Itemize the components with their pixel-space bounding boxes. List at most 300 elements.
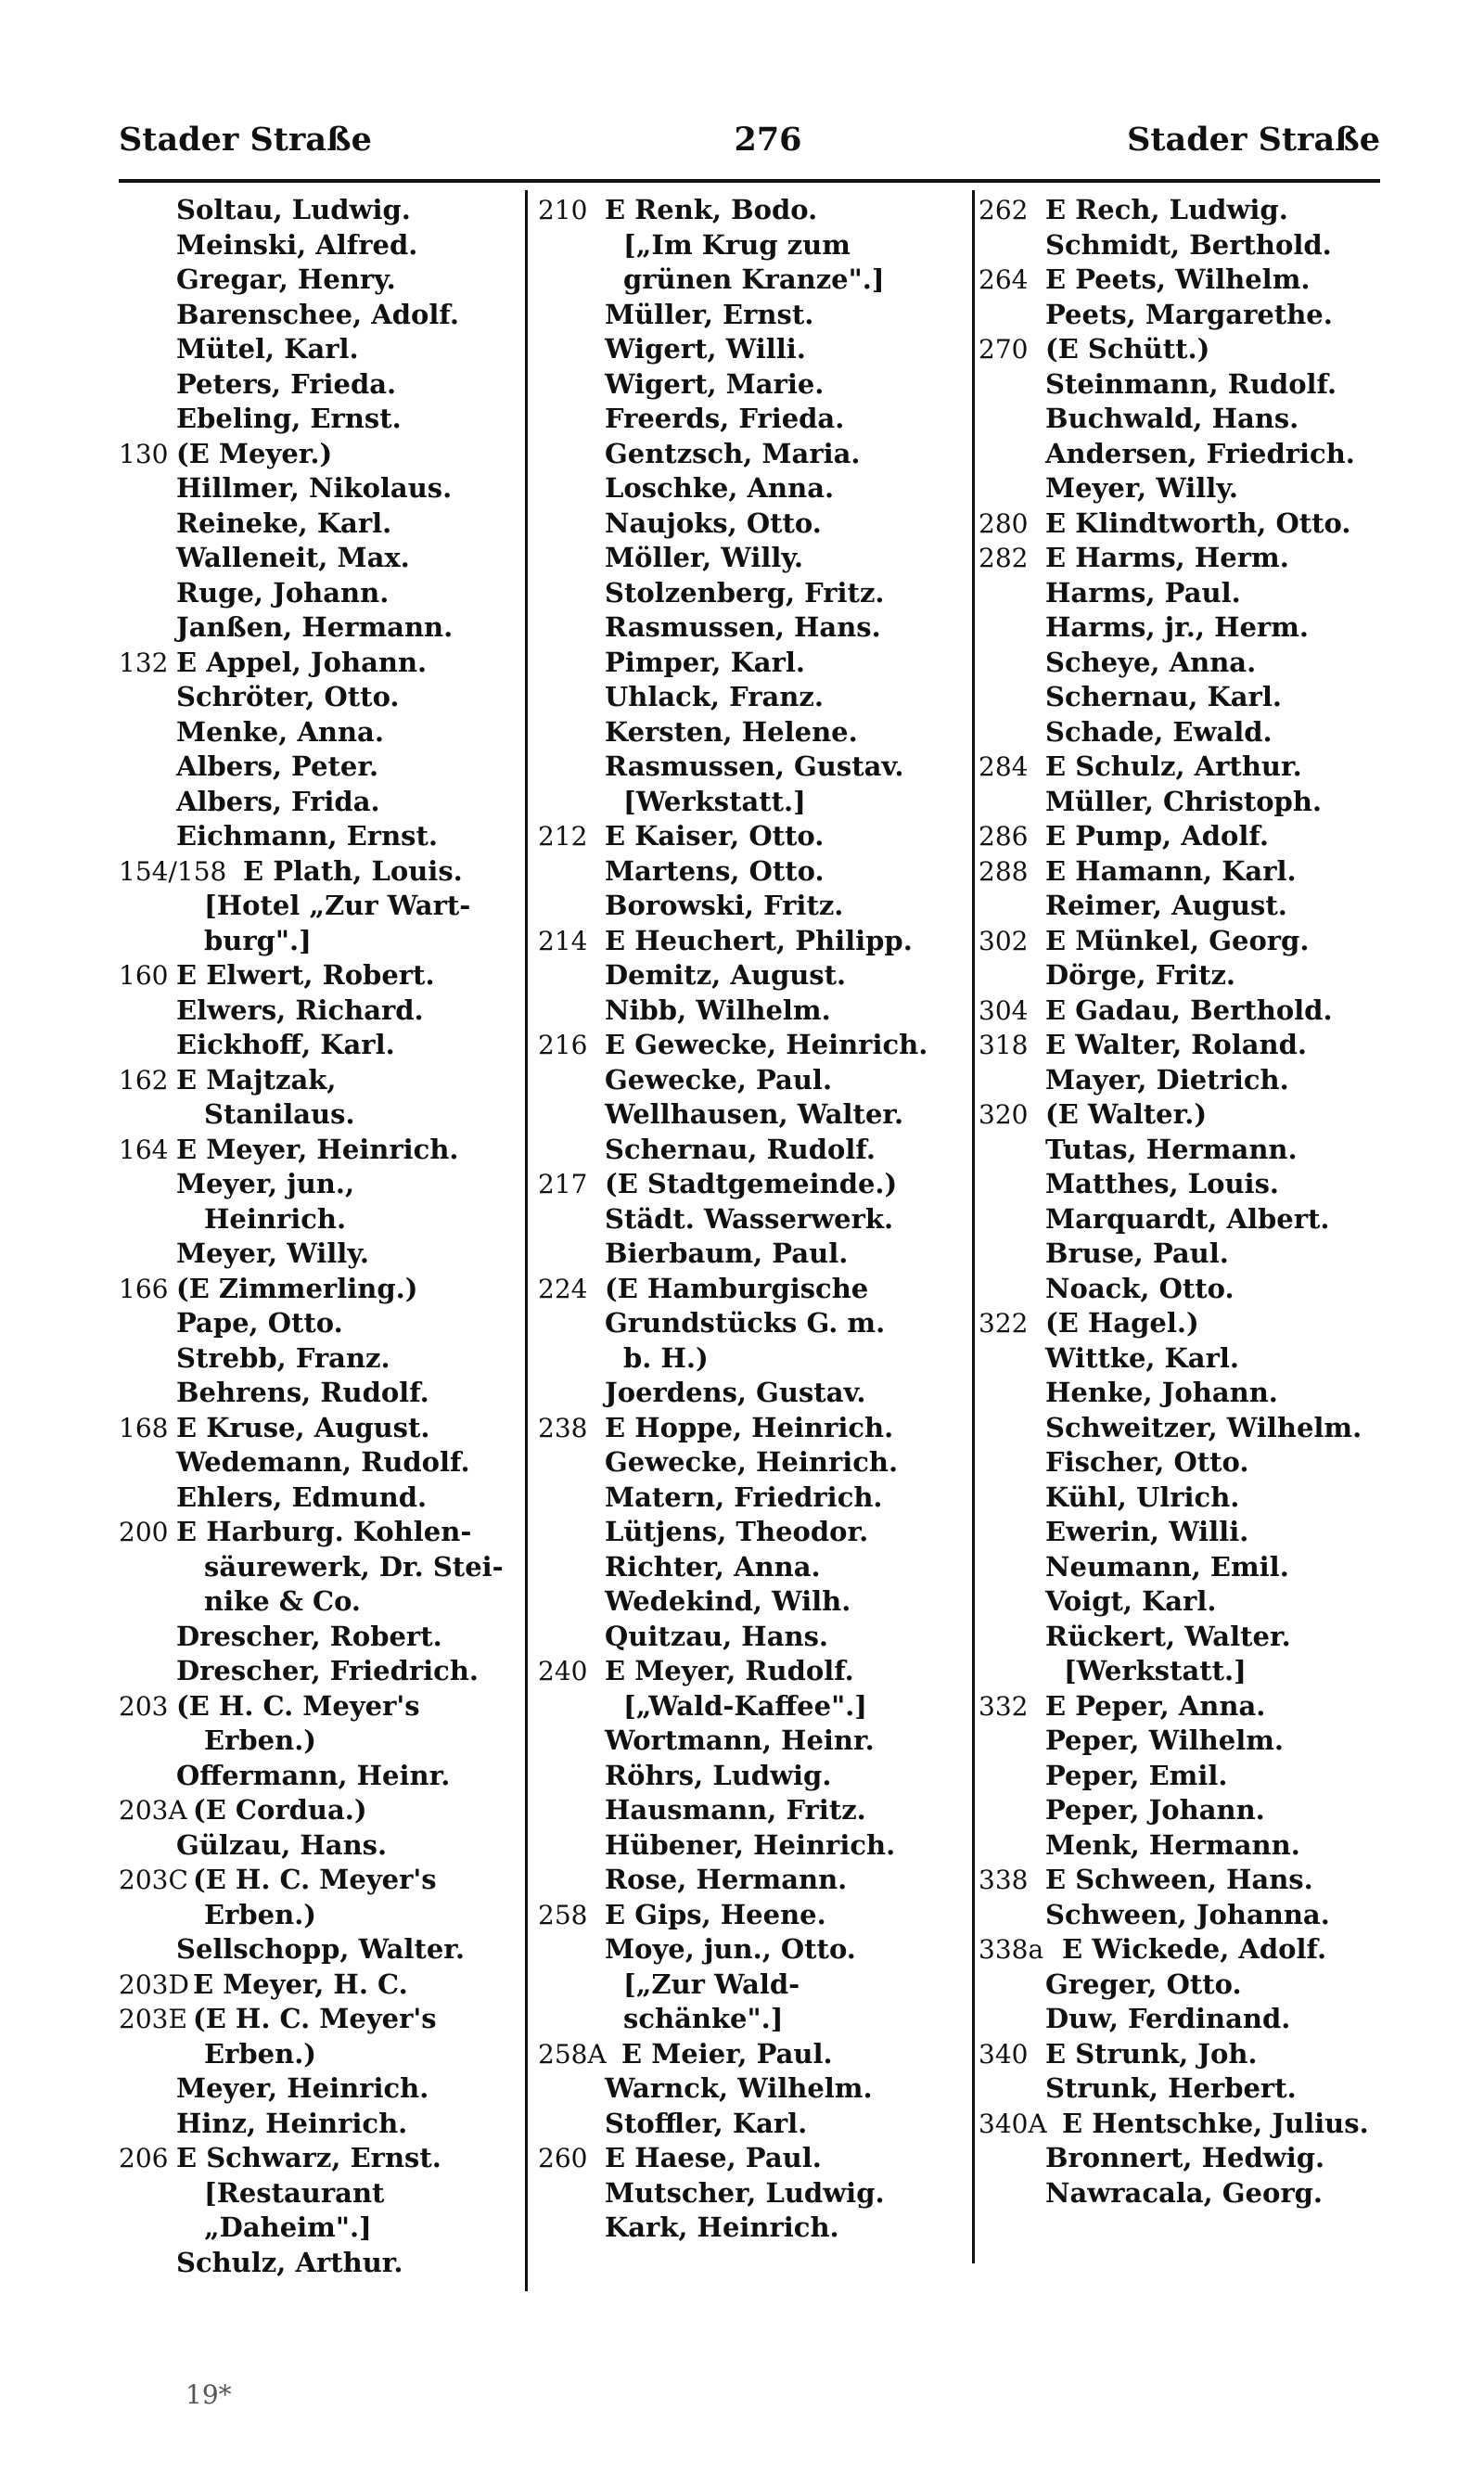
resident-name: Henke, Johann.: [1045, 1377, 1278, 1408]
house-number: 216: [538, 1030, 588, 1060]
directory-entry: [119, 785, 516, 820]
resident-name: Gentzsch, Maria.: [605, 437, 861, 469]
resident-name: Rose, Hermann.: [605, 1864, 848, 1895]
directory-entry: [538, 332, 965, 367]
directory-entry: [119, 1550, 516, 1585]
directory-entry: [979, 2002, 1382, 2037]
directory-entry: [119, 402, 516, 437]
directory-entry: [979, 2037, 1382, 2072]
directory-entry: [979, 715, 1382, 750]
directory-entry: [119, 1341, 516, 1377]
resident-name: Mütel, Karl.: [176, 333, 359, 365]
directory-entry: [538, 1376, 965, 1411]
directory-entry: [979, 437, 1382, 472]
directory-entry: [119, 367, 516, 403]
directory-entry: [119, 1167, 516, 1202]
house-number: 203C: [119, 1865, 188, 1895]
directory-entry: [979, 541, 1382, 576]
directory-entry: [119, 506, 516, 542]
resident-name: Kühl, Ulrich.: [1045, 1481, 1240, 1513]
directory-entry: [979, 680, 1382, 715]
directory-entry: [979, 1481, 1382, 1516]
directory-entry: [538, 924, 965, 959]
directory-entry: [119, 1793, 516, 1828]
resident-name: Rückert, Walter.: [1045, 1620, 1291, 1652]
resident-name: E Appel, Johann.: [176, 646, 428, 678]
directory-entry: [979, 1863, 1382, 1898]
resident-name: Hausmann, Fritz.: [605, 1794, 866, 1826]
resident-name: E Hoppe, Heinrich.: [605, 1411, 894, 1443]
resident-name: Behrens, Rudolf.: [176, 1377, 429, 1408]
house-number: 332: [979, 1690, 1029, 1722]
resident-name: Matern, Friedrich.: [605, 1481, 883, 1513]
resident-name: Joerdens, Gustav.: [605, 1377, 866, 1408]
resident-name: Martens, Otto.: [605, 854, 825, 887]
directory-entry: [979, 854, 1382, 890]
directory-entry: [119, 1202, 516, 1237]
house-number: 200: [119, 1517, 169, 1547]
directory-entry: [538, 1515, 965, 1550]
resident-name: Meinski, Alfred.: [176, 228, 418, 261]
directory-entry: [538, 1863, 965, 1898]
directory-entry: [538, 471, 965, 506]
directory-entry: [979, 471, 1382, 506]
directory-entry: [538, 1028, 965, 1063]
directory-entry: [538, 1759, 965, 1794]
directory-entry: [538, 193, 965, 228]
house-number: 160: [119, 960, 169, 991]
column-divider-2: [972, 190, 975, 2263]
resident-name: E Meyer, Heinrich.: [176, 1133, 459, 1165]
house-number: 166: [119, 1273, 169, 1304]
directory-entry: [119, 2037, 516, 2072]
resident-name: Gewecke, Paul.: [605, 1063, 833, 1096]
resident-name: [Werkstatt.]: [623, 785, 806, 817]
house-number: 168: [119, 1412, 169, 1443]
resident-name: Wigert, Marie.: [605, 367, 825, 400]
resident-name: Ruge, Johann.: [176, 576, 390, 609]
directory-entry: [119, 1028, 516, 1063]
directory-entry: [979, 1445, 1382, 1481]
directory-entry: [119, 1654, 516, 1689]
directory-entry: [538, 2141, 965, 2176]
directory-entry: [538, 785, 965, 820]
house-number: 162: [119, 1064, 169, 1096]
directory-entry: [538, 576, 965, 611]
resident-name: nike & Co.: [204, 1585, 362, 1617]
resident-name: Bruse, Paul.: [1045, 1237, 1229, 1269]
resident-name: Drescher, Friedrich.: [176, 1655, 479, 1686]
directory-entry: [979, 1167, 1382, 1202]
header-street-right: Stader Straße: [1127, 121, 1380, 159]
resident-name: Marquardt, Albert.: [1045, 1202, 1330, 1235]
directory-entry: [119, 610, 516, 646]
resident-name: Andersen, Friedrich.: [1045, 437, 1355, 469]
resident-name: Duw, Ferdinand.: [1045, 2003, 1291, 2034]
resident-name: Reineke, Karl.: [176, 506, 392, 539]
directory-entry: [538, 1133, 965, 1168]
directory-entry: [979, 1932, 1382, 1968]
resident-name: E Plath, Louis.: [243, 854, 463, 887]
resident-name: Steinmann, Rudolf.: [1045, 367, 1337, 400]
directory-entry: [119, 1863, 516, 1898]
house-number: 302: [979, 925, 1029, 956]
directory-entry: [119, 993, 516, 1029]
resident-name: Gülzau, Hans.: [176, 1828, 388, 1861]
directory-entry: [979, 1515, 1382, 1550]
directory-entry: [979, 1272, 1382, 1307]
resident-name: Schween, Johanna.: [1045, 1898, 1330, 1930]
directory-entry: [979, 958, 1382, 993]
directory-entry: [119, 2107, 516, 2142]
directory-entry: [979, 402, 1382, 437]
resident-name: Möller, Willy.: [605, 542, 804, 573]
resident-name: E Schwarz, Ernst.: [176, 2142, 441, 2173]
directory-entry: [979, 750, 1382, 785]
resident-name: E Harburg. Kohlen-: [176, 1516, 472, 1547]
directory-entry: [119, 228, 516, 263]
column-2: [538, 193, 965, 2246]
house-number: 132: [119, 647, 169, 678]
resident-name: Erben.): [204, 1898, 317, 1930]
directory-entry: [979, 924, 1382, 959]
resident-name: Peper, Johann.: [1045, 1794, 1265, 1826]
resident-name: E Wickede, Adolf.: [1062, 1933, 1327, 1965]
directory-entry: [538, 819, 965, 854]
directory-entry: [979, 785, 1382, 820]
directory-entry: [119, 576, 516, 611]
directory-entry: [119, 1063, 516, 1098]
resident-name: E Majtzak,: [176, 1063, 337, 1096]
resident-name: Reimer, August.: [1045, 890, 1287, 921]
directory-entry: [538, 854, 965, 890]
resident-name: Rasmussen, Gustav.: [605, 750, 904, 782]
directory-entry: [119, 1272, 516, 1307]
house-number: 304: [979, 994, 1029, 1026]
directory-entry: [119, 1932, 516, 1968]
directory-entry: [119, 715, 516, 750]
directory-entry: [119, 958, 516, 993]
resident-name: Wedekind, Wilh.: [605, 1585, 851, 1617]
resident-name: Offermann, Heinr.: [176, 1759, 451, 1791]
resident-name: E Münkel, Georg.: [1045, 924, 1310, 956]
resident-name: Schernau, Rudolf.: [605, 1133, 876, 1165]
directory-entry: [979, 2141, 1382, 2176]
resident-name: E Walter, Roland.: [1045, 1029, 1307, 1060]
resident-name: E Schulz, Arthur.: [1045, 750, 1302, 782]
house-number: 217: [538, 1169, 588, 1199]
resident-name: Wellhausen, Walter.: [605, 1098, 904, 1130]
resident-name: Lütjens, Theodor.: [605, 1516, 869, 1547]
resident-name: Meyer, Willy.: [1045, 472, 1238, 504]
directory-entry: [979, 646, 1382, 681]
directory-entry: [538, 2002, 965, 2037]
resident-name: Peper, Wilhelm.: [1045, 1724, 1284, 1756]
house-number: 322: [979, 1308, 1029, 1339]
resident-name: E Hamann, Karl.: [1045, 854, 1297, 887]
directory-entry: [979, 1133, 1382, 1168]
directory-entry: [979, 1584, 1382, 1620]
resident-name: Drescher, Robert.: [176, 1620, 442, 1652]
resident-name: Heinrich.: [204, 1202, 347, 1235]
directory-entry: [538, 402, 965, 437]
resident-name: Fischer, Otto.: [1045, 1446, 1249, 1478]
resident-name: (E H. C. Meyer's: [176, 1689, 420, 1722]
resident-name: Noack, Otto.: [1045, 1272, 1235, 1304]
directory-entry: [979, 576, 1382, 611]
resident-name: Ewerin, Willi.: [1045, 1516, 1249, 1547]
house-number: 286: [979, 821, 1029, 852]
resident-name: Scheye, Anna.: [1045, 646, 1257, 678]
resident-name: Stanilaus.: [204, 1098, 355, 1130]
resident-name: Menk, Hermann.: [1045, 1828, 1300, 1861]
resident-name: Wigert, Willi.: [605, 333, 806, 365]
directory-entry: [119, 1620, 516, 1655]
directory-entry: [538, 367, 965, 403]
resident-name: Müller, Christoph.: [1045, 785, 1323, 817]
resident-name: [„Im Krug zum: [623, 228, 851, 261]
resident-name: Elwers, Richard.: [176, 993, 424, 1026]
column-divider-1: [525, 190, 528, 2291]
resident-name: b. H.): [623, 1341, 709, 1374]
directory-entry: [119, 1898, 516, 1933]
resident-name: (E Hamburgische: [605, 1272, 869, 1304]
header-street-left: Stader Straße: [119, 121, 372, 159]
resident-name: E Harms, Herm.: [1045, 542, 1289, 573]
directory-entry: [538, 1341, 965, 1377]
directory-entry: [979, 1898, 1382, 1933]
directory-entry: [119, 924, 516, 959]
house-number: 288: [979, 855, 1029, 887]
directory-entry: [979, 1620, 1382, 1655]
directory-entry: [979, 1793, 1382, 1828]
resident-name: (E Hagel.): [1045, 1307, 1199, 1339]
directory-entry: [538, 1968, 965, 2003]
directory-entry: [979, 1341, 1382, 1377]
directory-entry: [538, 1898, 965, 1933]
resident-name: E Meyer, H. C.: [193, 1968, 408, 2000]
directory-entry: [119, 1097, 516, 1133]
directory-entry: [538, 1654, 965, 1689]
directory-entry: [979, 1724, 1382, 1759]
directory-entry: [119, 1481, 516, 1516]
directory-entry: [538, 993, 965, 1029]
resident-name: Bierbaum, Paul.: [605, 1237, 849, 1269]
directory-entry: [119, 1376, 516, 1411]
directory-entry: [979, 1411, 1382, 1446]
directory-entry: [979, 1028, 1382, 1063]
resident-name: E Schween, Hans.: [1045, 1864, 1313, 1895]
directory-entry: [119, 1411, 516, 1446]
resident-name: (E Zimmerling.): [176, 1272, 418, 1304]
directory-entry: [119, 646, 516, 681]
directory-entry: [538, 263, 965, 298]
house-number: 203A: [119, 1795, 187, 1826]
directory-entry: [979, 1828, 1382, 1864]
house-number: 240: [538, 1656, 588, 1686]
resident-name: Mayer, Dietrich.: [1045, 1063, 1289, 1096]
directory-entry: [979, 506, 1382, 542]
resident-name: Albers, Frida.: [176, 785, 380, 817]
directory-entry: [119, 1133, 516, 1168]
resident-name: Peper, Emil.: [1045, 1759, 1228, 1791]
resident-name: E Gadau, Berthold.: [1045, 993, 1333, 1026]
house-number: 210: [538, 195, 588, 225]
resident-name: [Restaurant: [204, 2176, 385, 2209]
house-number: 270: [979, 334, 1029, 365]
directory-entry: [979, 2176, 1382, 2211]
resident-name: Röhrs, Ludwig.: [605, 1759, 832, 1791]
house-number: 282: [979, 543, 1029, 573]
resident-name: E Kruse, August.: [176, 1411, 430, 1443]
directory-entry: [979, 1968, 1382, 2003]
directory-entry: [979, 1306, 1382, 1341]
resident-name: [Werkstatt.]: [1064, 1655, 1247, 1686]
resident-name: E Pump, Adolf.: [1045, 820, 1269, 852]
resident-name: Loschke, Anna.: [605, 472, 835, 504]
directory-entry: [538, 541, 965, 576]
directory-entry: [538, 750, 965, 785]
resident-name: E Peper, Anna.: [1045, 1689, 1266, 1722]
directory-entry: [119, 1445, 516, 1481]
directory-entry: [538, 1445, 965, 1481]
directory-entry: [979, 1376, 1382, 1411]
directory-entry: [979, 1097, 1382, 1133]
house-number: 238: [538, 1412, 588, 1443]
resident-name: Stoffler, Karl.: [605, 2107, 808, 2139]
page-header: [119, 111, 1380, 167]
resident-name: Matthes, Louis.: [1045, 1168, 1279, 1199]
directory-entry: [979, 263, 1382, 298]
house-number: 258A: [538, 2038, 607, 2070]
directory-entry: [979, 1689, 1382, 1724]
house-number: 214: [538, 925, 588, 956]
directory-entry: [538, 610, 965, 646]
directory-entry: [538, 889, 965, 924]
resident-name: Harms, jr., Herm.: [1045, 611, 1309, 643]
resident-name: Städt. Wasserwerk.: [605, 1202, 894, 1235]
resident-name: Meyer, jun.,: [176, 1168, 355, 1199]
directory-entry: [119, 2141, 516, 2176]
resident-name: Pape, Otto.: [176, 1307, 343, 1339]
resident-name: (E Walter.): [1045, 1098, 1208, 1130]
house-number: 340A: [979, 2108, 1047, 2139]
directory-entry: [119, 1724, 516, 1759]
directory-entry: [119, 680, 516, 715]
directory-entry: [538, 1481, 965, 1516]
directory-entry: [979, 610, 1382, 646]
resident-name: Walleneit, Max.: [176, 542, 410, 573]
resident-name: E Meyer, Rudolf.: [605, 1655, 854, 1686]
resident-name: Pimper, Karl.: [605, 646, 805, 678]
resident-name: Quitzau, Hans.: [605, 1620, 828, 1652]
directory-entry: [538, 437, 965, 472]
directory-entry: [119, 1584, 516, 1620]
resident-name: (E Cordua.): [193, 1794, 367, 1826]
resident-name: Wittke, Karl.: [1045, 1341, 1239, 1374]
resident-name: E Gips, Heene.: [605, 1898, 826, 1930]
directory-entry: [979, 2107, 1382, 2142]
directory-entry: [538, 1828, 965, 1864]
resident-name: Schröter, Otto.: [176, 681, 400, 712]
house-number: 203: [119, 1690, 169, 1722]
resident-name: Dörge, Fritz.: [1045, 959, 1236, 991]
resident-name: Eichmann, Ernst.: [176, 820, 438, 852]
resident-name: säurewerk, Dr. Stei-: [204, 1550, 504, 1583]
resident-name: Freerds, Frieda.: [605, 403, 845, 434]
resident-name: Grundstücks G. m.: [605, 1307, 886, 1339]
resident-name: (E H. C. Meyer's: [193, 1864, 437, 1895]
resident-name: E Kaiser, Otto.: [605, 820, 825, 852]
resident-name: Tutas, Hermann.: [1045, 1133, 1298, 1165]
directory-entry: [119, 193, 516, 228]
resident-name: Schmidt, Berthold.: [1045, 228, 1332, 261]
resident-name: Schernau, Karl.: [1045, 681, 1282, 712]
house-number: 318: [979, 1030, 1029, 1060]
resident-name: Naujoks, Otto.: [605, 506, 822, 539]
directory-entry: [538, 1306, 965, 1341]
resident-name: schänke".]: [623, 2003, 784, 2034]
resident-name: Müller, Ernst.: [605, 298, 814, 330]
resident-name: Warnck, Wilhelm.: [605, 2072, 873, 2104]
directory-entry: [538, 1620, 965, 1655]
resident-name: burg".]: [204, 924, 312, 956]
house-number: 320: [979, 1099, 1029, 1130]
resident-name: Wortmann, Heinr.: [605, 1724, 875, 1756]
directory-entry: [538, 2211, 965, 2246]
resident-name: [Hotel „Zur Wart-: [204, 890, 471, 921]
directory-entry: [979, 1202, 1382, 1237]
resident-name: Menke, Anna.: [176, 715, 384, 748]
resident-name: Greger, Otto.: [1045, 1968, 1242, 2000]
directory-entry: [119, 750, 516, 785]
directory-entry: [119, 2211, 516, 2246]
resident-name: Ehlers, Edmund.: [176, 1481, 428, 1513]
resident-name: Kersten, Helene.: [605, 715, 858, 748]
resident-name: Nibb, Wilhelm.: [605, 993, 831, 1026]
resident-name: E Hentschke, Julius.: [1062, 2107, 1369, 2139]
directory-entry: [538, 1097, 965, 1133]
directory-entry: [979, 993, 1382, 1029]
house-number: 284: [979, 751, 1029, 782]
directory-entry: [538, 1932, 965, 1968]
directory-entry: [538, 2037, 965, 2072]
house-number: 206: [119, 2143, 169, 2173]
directory-entry: [119, 1828, 516, 1864]
house-number: 264: [979, 264, 1029, 295]
resident-name: E Renk, Bodo.: [605, 194, 818, 225]
resident-name: (E H. C. Meyer's: [193, 2003, 437, 2034]
directory-entry: [119, 854, 516, 890]
resident-name: Janßen, Hermann.: [176, 611, 454, 643]
directory-entry: [979, 367, 1382, 403]
directory-entry: [538, 298, 965, 333]
directory-entry: [538, 1724, 965, 1759]
house-number: 203E: [119, 2004, 187, 2034]
directory-entry: [119, 1968, 516, 2003]
directory-entry: [538, 1550, 965, 1585]
directory-entry: [538, 1584, 965, 1620]
directory-entry: [538, 1202, 965, 1237]
directory-entry: [979, 228, 1382, 263]
resident-name: E Haese, Paul.: [605, 2142, 822, 2173]
resident-name: Ebeling, Ernst.: [176, 403, 402, 434]
directory-entry: [979, 1063, 1382, 1098]
directory-entry: [538, 2107, 965, 2142]
resident-name: Richter, Anna.: [605, 1550, 821, 1583]
resident-name: E Heuchert, Philipp.: [605, 924, 913, 956]
resident-name: Borowski, Fritz.: [605, 890, 844, 921]
